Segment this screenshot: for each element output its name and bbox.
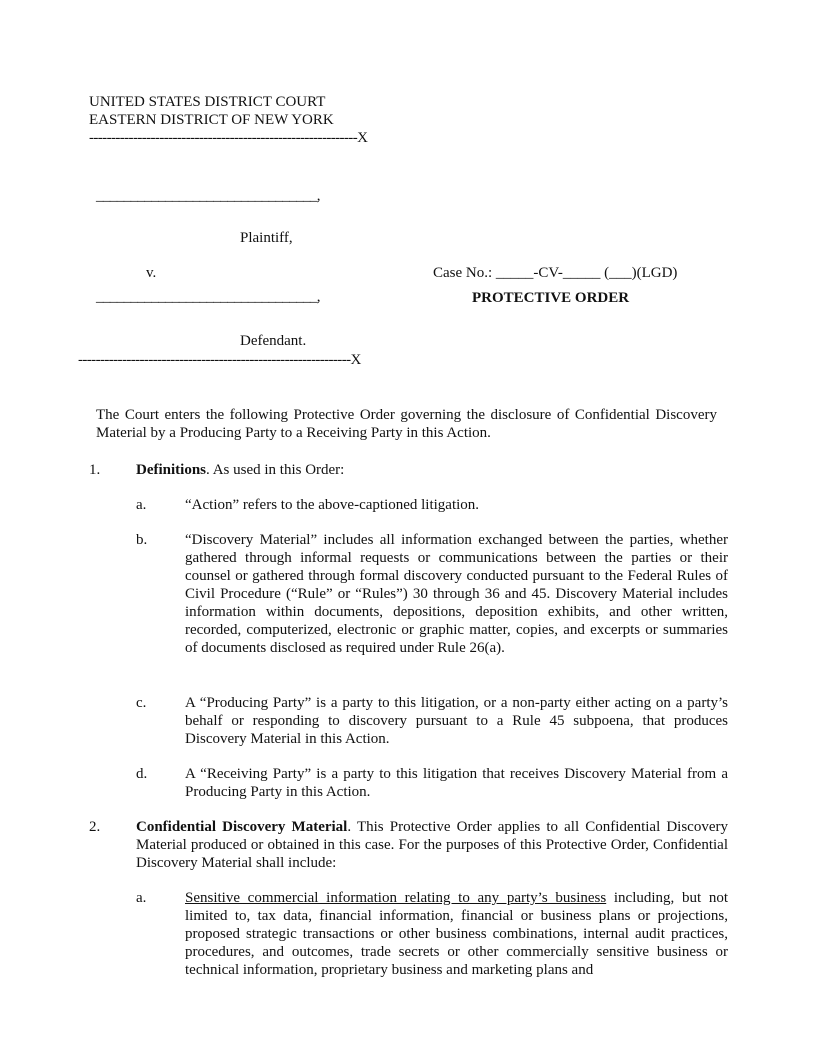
section-1-number: 1. (89, 462, 101, 478)
item-2a-paragraph (185, 889, 728, 979)
section-1-heading-line (136, 461, 344, 479)
section-2-paragraph (136, 818, 728, 872)
item-1a-letter: a. (136, 497, 147, 513)
plaintiff-blank: ________________________________, (96, 188, 320, 204)
section-2-text: . This Protective Order applies to all Confidential Discovery Material produced or obtained in this case. For the purposes of this Protective Order, Confidential Discovery Material shall include: (136, 819, 728, 871)
item-2a-underlined: Sensitive commercial information relating to any party’s business (185, 890, 607, 906)
document-title: PROTECTIVE ORDER (472, 290, 630, 306)
court-district: EASTERN DISTRICT OF NEW YORK (89, 112, 334, 128)
caption-rule-top: -------------------------------------------------------------X (89, 130, 368, 146)
defendant-label: Defendant. (240, 333, 307, 349)
section-2-heading: Confidential Discovery Material (136, 819, 348, 835)
item-1b-letter: b. (136, 532, 148, 548)
versus: v. (146, 265, 157, 281)
item-1d-text: A “Receiving Party” is a party to this litigation that receives Discovery Material from a Producing Party in this Action. (185, 766, 728, 800)
intro-paragraph: The Court enters the following Protective Order governing the disclosure of Confidential Discovery Material by a Producing Party to a Receiving Party in this Action. (96, 407, 717, 441)
item-1a-text: “Action” refers to the above-captioned litigation. (185, 497, 480, 513)
caption-rule-bottom: --------------------------------------------------------------X (78, 352, 361, 368)
court-name: UNITED STATES DISTRICT COURT (89, 94, 326, 110)
item-2a-text: including, but not limited to, tax data, financial information, financial or business plans or projections, proposed strategic transactions or other business combinations, internal audit practices, procedures, and outcomes, trade secrets or other commercially sensitive business or technical information, proprietary business and marketing plans and (185, 890, 728, 978)
section-1-text: . As used in this Order: (206, 462, 345, 478)
section-1-heading: Definitions (136, 462, 207, 478)
item-1d-letter: d. (136, 766, 148, 782)
case-number: Case No.: _____-CV-_____ (___)(LGD) (433, 265, 678, 281)
section-2-number: 2. (89, 819, 101, 835)
defendant-blank: ________________________________, (96, 289, 320, 305)
plaintiff-label: Plaintiff, (240, 230, 293, 246)
item-1b-text: “Discovery Material” includes all information exchanged between the parties, whether gathered through informal requests or communications between the parties or their counsel or gathered through formal discovery conducted pursuant to the Federal Rules of Civil Procedure (“Rule” or “Rules”) 30 through 36 and 45. Discovery Material includes information within documents, depositions, deposition exhibits, and other written, recorded, computerized, electronic or graphic matter, copies, and excerpts or summaries of documents disclosed as required under Rule 26(a). (185, 532, 728, 656)
item-1c-letter: c. (136, 695, 147, 711)
item-1c-text: A “Producing Party” is a party to this litigation, or a non-party either acting on a party’s behalf or responding to discovery pursuant to a Rule 45 subpoena, that produces Discovery Material in this Action. (185, 695, 728, 747)
item-2a-letter: a. (136, 890, 147, 906)
